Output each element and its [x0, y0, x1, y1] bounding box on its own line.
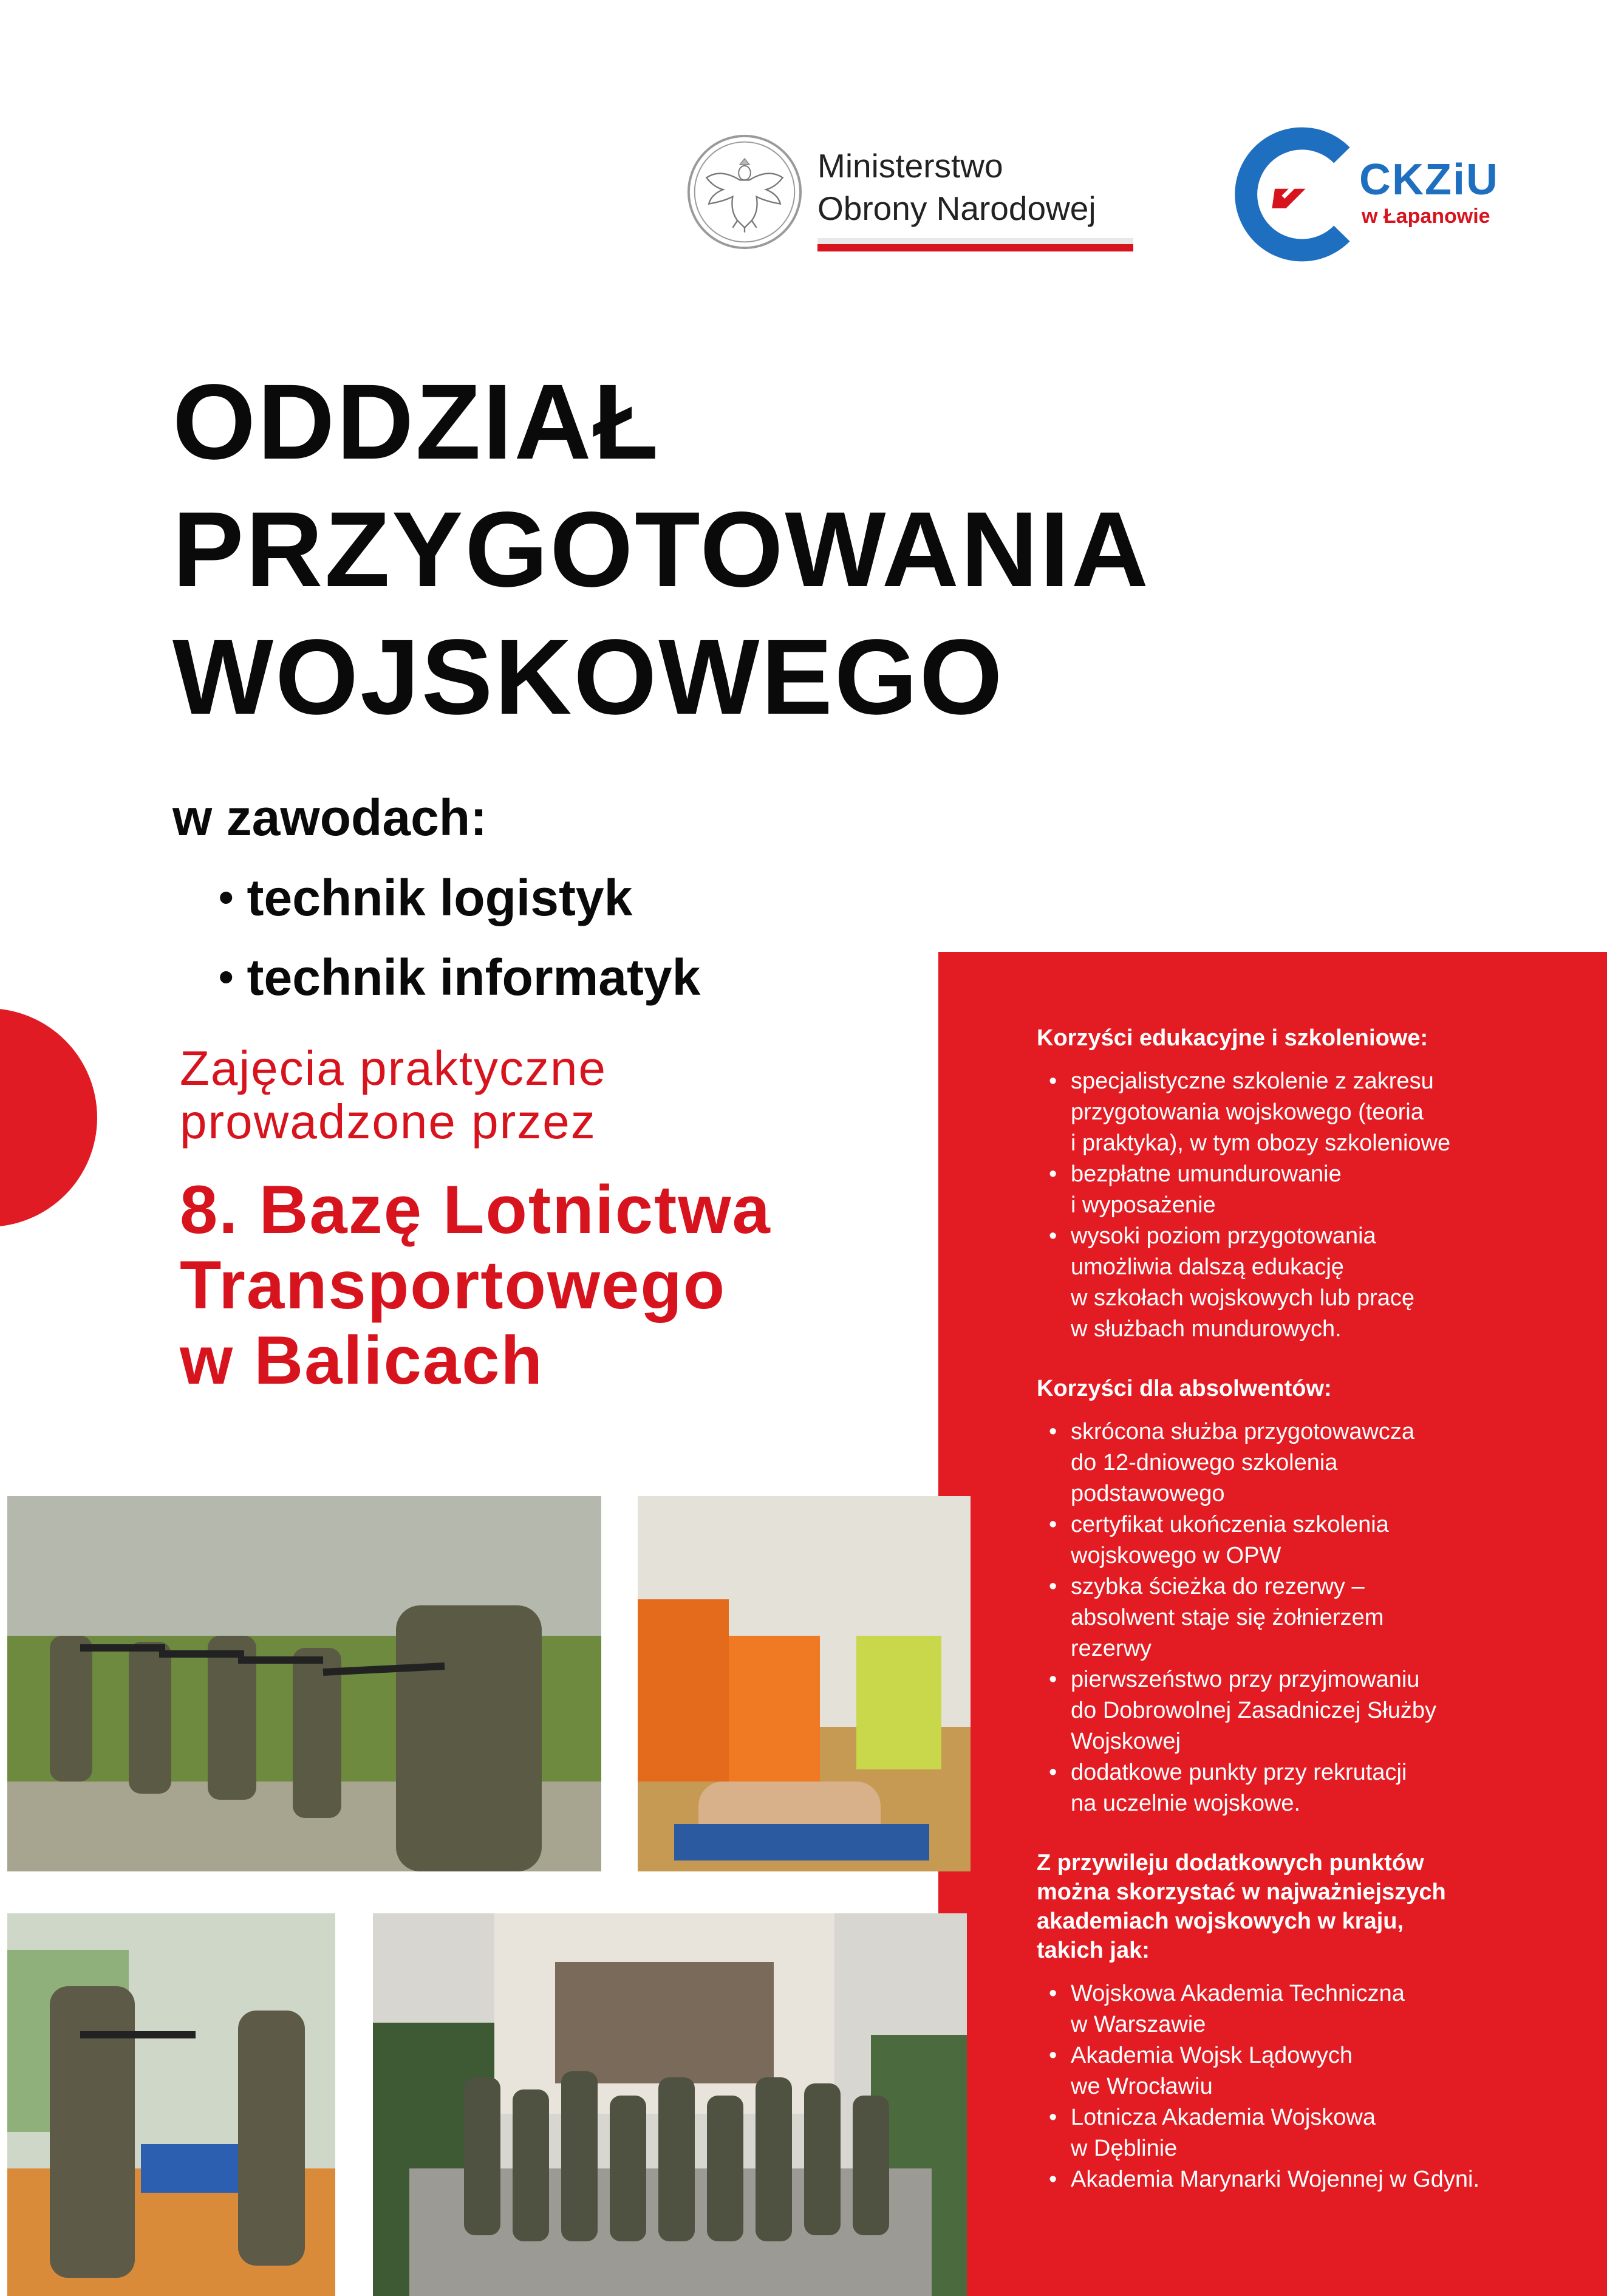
list-item-line: Wojskowej [1071, 1729, 1181, 1754]
list-item-line: • Wojskowa Akademia Techniczna [1071, 1981, 1405, 2006]
list-item-line: umożliwia dalszą edukację [1071, 1254, 1344, 1280]
list-item-line: w szkołach wojskowych lub pracę [1071, 1285, 1415, 1311]
academies-list [1037, 1978, 1583, 2195]
professions-list [219, 859, 700, 1019]
list-item-line: • pierwszeństwo przy przyjmowaniu [1071, 1667, 1420, 1692]
white-eagle-emblem-icon [685, 132, 804, 251]
list-item [1037, 1757, 1583, 1819]
list-item [1037, 1664, 1583, 1757]
list-item-line: • wysoki poziom przygotowania [1071, 1223, 1376, 1249]
grad-benefits-list [1037, 1416, 1583, 1819]
heading-line: można skorzystać w najważniejszych [1037, 1879, 1446, 1905]
heading-line: akademiach wojskowych w kraju, [1037, 1908, 1404, 1934]
list-item-line: i wyposażenie [1071, 1192, 1216, 1218]
air-base-line2: Transportowego [180, 1247, 726, 1323]
title-line-2: PRZYGOTOWANIA [172, 490, 1151, 609]
list-item-line: i praktyka), w tym obozy szkoleniowe [1071, 1130, 1451, 1156]
title-line-1: ODDZIAŁ [172, 363, 661, 482]
photo-group-on-stairs [373, 1913, 967, 2296]
list-item-line: do 12-dniowego szkolenia [1071, 1450, 1338, 1475]
photo-shooting-training [7, 1496, 601, 1871]
photo-indoor-training [7, 1913, 335, 2296]
heading-line: takich jak: [1037, 1938, 1150, 1963]
list-item-line: podstawowego [1071, 1481, 1225, 1506]
list-item-line: rezerwy [1071, 1636, 1152, 1661]
list-item-line: w Dęblinie [1071, 2136, 1178, 2161]
benefits-panel [938, 952, 1607, 2296]
list-item-line: na uczelnie wojskowe. [1071, 1791, 1301, 1816]
list-item [1037, 1416, 1583, 1509]
list-item-line: • Akademia Marynarki Wojennej w Gdyni. [1071, 2167, 1480, 2192]
list-item [1037, 1221, 1583, 1345]
edu-benefits-list [1037, 1066, 1583, 1345]
mon-name-line2: Obrony Narodowej [817, 190, 1096, 227]
edu-benefits-heading: Korzyści edukacyjne i szkoleniowe: [1037, 1025, 1428, 1051]
mon-name [817, 145, 1096, 230]
practical-classes-text [180, 1042, 909, 1149]
list-item [1037, 1571, 1583, 1664]
profession-item: • technik informatyk [219, 939, 700, 1019]
list-item [1037, 1066, 1583, 1159]
list-item-line: absolwent staje się żołnierzem [1071, 1605, 1384, 1630]
privilege-heading [1037, 1848, 1583, 1965]
mon-logo [685, 132, 1141, 254]
list-item-line: • certyfikat ukończenia szkolenia [1071, 1512, 1389, 1537]
list-item-line: we Wrocławiu [1071, 2074, 1213, 2099]
profession-item: • technik logistyk [219, 859, 700, 939]
list-item-line: w służbach mundurowych. [1071, 1316, 1342, 1342]
list-item [1037, 1978, 1583, 2040]
ckziu-location: w Łapanowie [1362, 205, 1490, 228]
list-item-line: • bezpłatne umundurowanie [1071, 1161, 1342, 1187]
air-base-line1: 8. Bazę Lotnictwa [180, 1172, 771, 1248]
ckziu-name: CKZiU [1359, 155, 1499, 204]
flag-rule-white [817, 238, 1133, 244]
title-line-3: WOJSKOWEGO [172, 618, 1005, 737]
photo-first-aid-training [638, 1496, 971, 1871]
practical-line1: Zajęcia praktyczne [180, 1041, 607, 1095]
list-item [1037, 2040, 1583, 2102]
mon-name-line1: Ministerstwo [817, 147, 1003, 185]
list-item-line: w Warszawie [1071, 2012, 1206, 2037]
list-item [1037, 2102, 1583, 2164]
ckziu-c-mark-icon [1233, 125, 1373, 264]
list-item-line: • szybka ścieżka do rezerwy – [1071, 1574, 1365, 1599]
list-item-line: • Lotnicza Akademia Wojskowa [1071, 2105, 1376, 2130]
air-base-line3: w Balicach [180, 1322, 544, 1398]
decorative-red-circle [0, 1008, 97, 1227]
ckziu-logo [1233, 125, 1524, 264]
grad-benefits-heading: Korzyści dla absolwentów: [1037, 1376, 1332, 1401]
list-item-line: do Dobrowolnej Zasadniczej Służby [1071, 1698, 1436, 1723]
page-title [172, 358, 1387, 741]
list-item [1037, 1159, 1583, 1221]
list-item [1037, 2164, 1583, 2195]
list-item-line: przygotowania wojskowego (teoria [1071, 1099, 1424, 1125]
professions-intro: w zawodach: [172, 789, 488, 846]
list-item [1037, 1509, 1583, 1571]
flag-rule-red [817, 244, 1133, 251]
heading-line: Z przywileju dodatkowych punktów [1037, 1850, 1424, 1876]
list-item-line: • specjalistyczne szkolenie z zakresu [1071, 1068, 1434, 1094]
list-item-line: • dodatkowe punkty przy rekrutacji [1071, 1760, 1407, 1785]
air-base-name [180, 1172, 939, 1398]
list-item-line: wojskowego w OPW [1071, 1543, 1281, 1568]
list-item-line: • skrócona służba przygotowawcza [1071, 1419, 1415, 1444]
list-item-line: • Akademia Wojsk Lądowych [1071, 2043, 1353, 2068]
practical-line2: prowadzone przez [180, 1095, 596, 1149]
